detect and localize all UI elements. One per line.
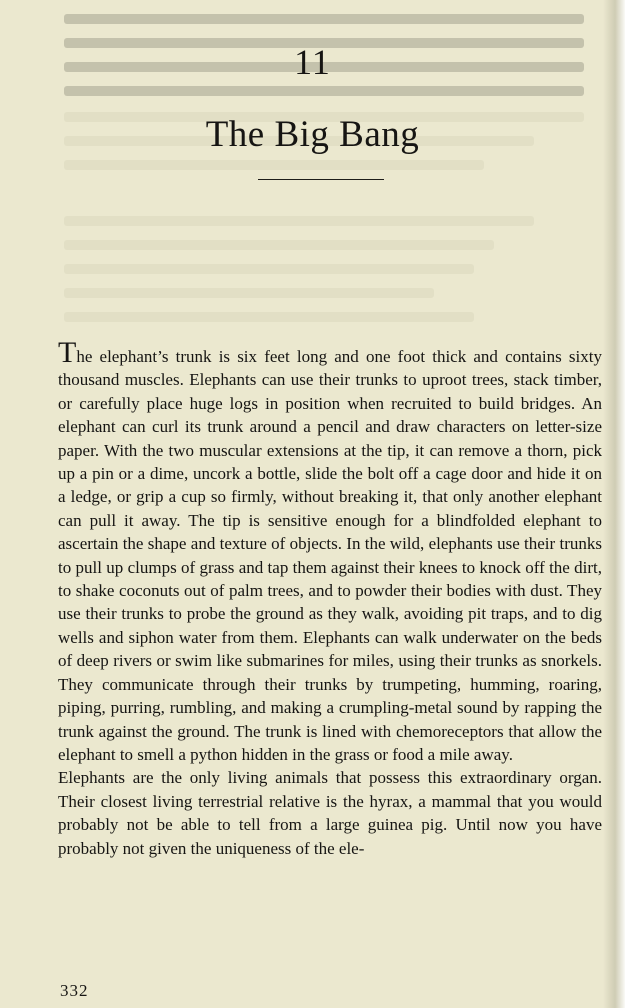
bleed-through-line — [64, 288, 434, 298]
title-divider — [258, 179, 384, 180]
drop-cap: T — [58, 336, 77, 369]
page-number: 332 — [60, 981, 89, 1000]
bleed-through-line — [64, 216, 534, 226]
paragraph-2: Elephants are the only living animals that possess this extraordinary organ. Their closest living terrestrial relative is the hyrax, a mammal that you would probably not be able to tell from a large guinea pig. Until now you have probably not given the uniqueness of the ele- — [58, 768, 602, 858]
bleed-through-line — [64, 160, 484, 170]
paragraph-1-text: he elephant’s trunk is six feet long and one foot thick and contains sixty thousand muscles. Elephants can use their trunks to uproot trees, stack timber, or carefully place huge logs in position when recruited to build bridges. An elephant can curl its trunk around a pencil and draw characters on letter-size paper. With the two muscular extensions at the tip, it can remove a thorn, pick up a pin or a dime, uncork a bottle, slide the bolt off a cage door and hide it on a ledge, or grip a cup so firmly, without breaking it, that only another elephant can pull it away. The tip is sensitive enough for a blindfolded elephant to ascertain the shape and texture of objects. In the wild, elephants use their trunks to pull up clumps of grass and tap them against their knees to knock off the dirt, to shake coconuts out of palm trees, and to powder their bodies with dust. They use their trunks to probe the ground as they walk, avoiding pit traps, and to dig wells and siphon water from them. Elephants can walk underwater on the beds of deep rivers or swim like submarines for miles, using their trunks as snorkels. They communicate through their trunks by trumpeting, humming, roaring, piping, purring, rumbling, and making a crumpling-metal sound by rapping the trunk against the ground. The trunk is lined with chemoreceptors that allow the elephant to smell a python hidden in the grass or food a mile away. — [58, 347, 602, 764]
chapter-body — [58, 336, 602, 860]
bleed-through-line — [64, 14, 584, 24]
bleed-through-line — [64, 240, 494, 250]
bleed-through-line — [64, 86, 584, 96]
paragraph-1 — [58, 336, 602, 766]
chapter-number: 11 — [294, 42, 331, 82]
bleed-through-line — [64, 312, 474, 322]
chapter-title: The Big Bang — [205, 114, 420, 155]
bleed-through-line — [64, 264, 474, 274]
